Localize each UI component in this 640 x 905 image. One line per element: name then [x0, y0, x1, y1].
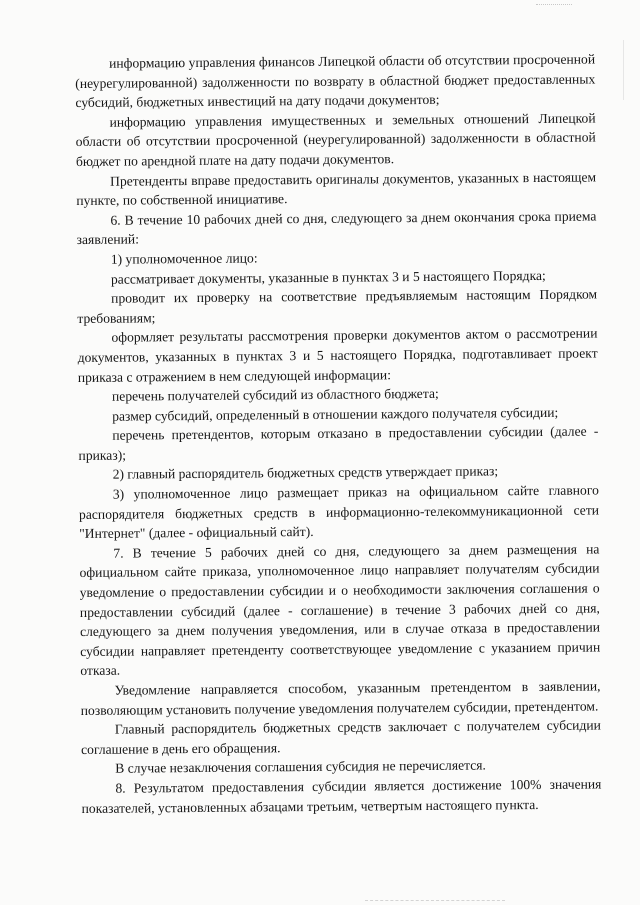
paragraph: 6. В течение 10 рабочих дней со дня, следующего за днем окончания срока приема заявлений: [76, 208, 597, 248]
paragraph: 8. Результатом предоставления субсидии является достижение 100% значения показателей, установленных абзацами третьим, четвертым настоящего пункта. [81, 776, 602, 816]
scan-artifact [536, 4, 572, 6]
scan-artifact [365, 900, 505, 903]
paragraph: перечень претендентов, которым отказано в предоставлении субсидии (далее - приказ); [78, 423, 599, 463]
scan-edge-artifact [623, 40, 624, 100]
paragraph: 1) уполномоченное лицо: [110, 250, 258, 267]
paragraph: рассматривает документы, указанные в пунктах 3 и 5 настоящего Порядка; [110, 267, 546, 287]
paragraph: 7. В течение 5 рабочих дней со дня, следующего за днем размещения на официальном сайте приказа, уполномоченное лицо направляет получателям субсидии уведомление о предоставлении субсидии и о необходимости заключения соглашения о предоставлении субсидий (далее - соглашение) в течение 3 рабочих дней со дня, следующего за днем получения уведомления, или в случае отказа в предоставлении субсидии направляет претенденту соответствующее уведомление с указанием причин отказа. [79, 541, 601, 679]
paragraph: Уведомление направляется способом, указанным претендентом в заявлении, позволяющим установить получение уведомления получателем субсидии, претендентом. [80, 678, 601, 718]
paragraph: перечень получателей субсидий из областного бюджета; [111, 385, 439, 404]
paragraph: информацию управления финансов Липецкой области об отсутствии просроченной (неурегулированной) задолженности по возврату в областной бюджет предоставленных субсидий, бюджетных инвестиций на дату подачи документов; [75, 51, 596, 111]
paragraph: оформляет результаты рассмотрения проверки документов актом о рассмотрении документов, указанных в пунктах 3 и 5 настоящего Порядка, подготавливает проект приказа с отражением в нем следующей информации: [77, 325, 598, 385]
paragraph: размер субсидий, определенный в отношении каждого получателя субсидии; [112, 404, 559, 424]
document-body [75, 49, 602, 818]
paragraph: Главный распорядитель бюджетных средств заключает с получателем субсидии соглашение в день его обращения. [81, 717, 601, 757]
paragraph: Претенденты вправе предоставить оригиналы документов, указанных в настоящем пункте, по собственной инициативе. [76, 169, 597, 209]
paragraph: 3) уполномоченное лицо размещает приказ на официальном сайте главного распорядителя бюджетных средств в информационно-телекоммуникационной сети "Интернет" (далее - официальный сайт). [78, 482, 600, 542]
paragraph: В случае незаключения соглашения субсидия не перечисляется. [115, 757, 486, 777]
paragraph: информацию управления имущественных и земельных отношений Липецкой области об отсутствии просроченной (неурегулированной) задолженности в областной бюджет по арендной плате на дату подачи документов. [75, 110, 596, 169]
paragraph: 2) главный распорядитель бюджетных средств утверждает приказ; [112, 463, 499, 483]
paragraph: проводит их проверку на соответствие предъявляемым настоящим Порядком требованиям; [77, 286, 598, 326]
